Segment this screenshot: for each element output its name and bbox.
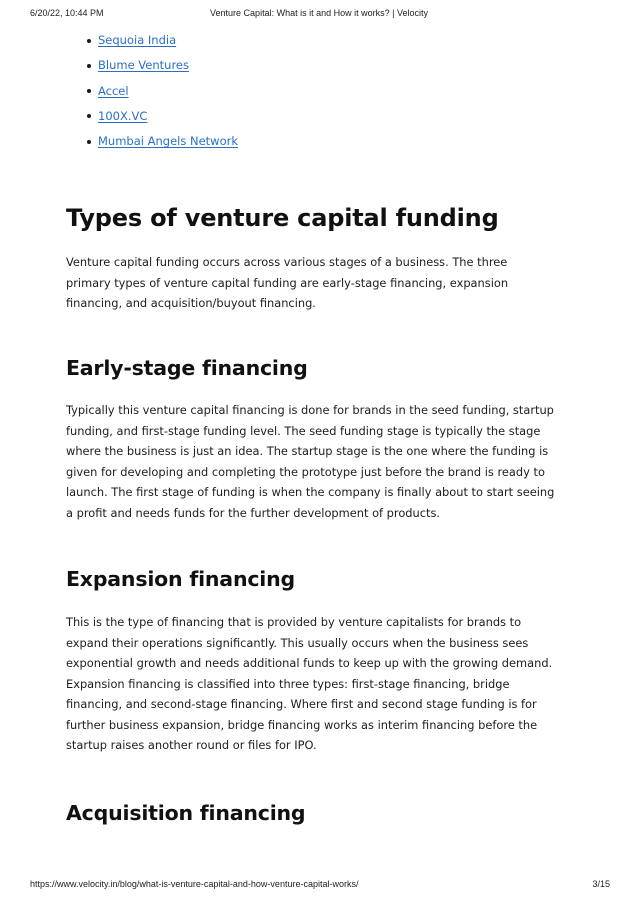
list-item	[98, 79, 586, 104]
paragraph-line: primary types of venture capital funding are early-stage financing, expansion	[66, 275, 509, 290]
paragraph-line: financing, and second-stage financing. Where first and second stage funding is for	[66, 697, 537, 711]
article-content	[66, 28, 586, 825]
link-accel[interactable]: Accel	[98, 83, 129, 98]
link-100x-vc[interactable]: 100X.VC	[98, 108, 148, 123]
paragraph-line: launch. The first stage of funding is when the company is finally about to start seeing	[66, 485, 555, 499]
bullet-icon	[87, 114, 91, 118]
bullet-icon	[87, 39, 91, 43]
list-item	[98, 129, 586, 154]
section-heading-early-stage: Early-stage financing	[66, 356, 308, 380]
paragraph-line: further business expansion, bridge financing works as interim financing before the	[66, 717, 538, 732]
expansion-paragraph	[66, 612, 586, 756]
paragraph-line: This is the type of financing that is provided by venture capitalists for brands to	[66, 615, 522, 629]
paragraph-line: startup raises another round or files for IPO.	[66, 738, 317, 752]
types-paragraph	[66, 252, 586, 314]
bullet-icon	[87, 140, 91, 144]
list-item	[98, 104, 586, 129]
paragraph-line: Typically this venture capital financing is done for brands in the seed funding, startup	[66, 403, 554, 417]
paragraph-line: expand their operations significantly. This usually occurs when the business sees	[66, 635, 529, 650]
paragraph-line: where the business is just an idea. The startup stage is the one where the funding is	[66, 444, 549, 458]
list-item	[98, 28, 586, 53]
print-timestamp: 6/20/22, 10:44 PM	[30, 8, 104, 18]
section-heading-acquisition: Acquisition financing	[66, 801, 306, 825]
link-sequoia-india[interactable]: Sequoia India	[98, 33, 177, 47]
paragraph-line: a profit and needs funds for the further development of products.	[66, 505, 441, 520]
paragraph-line: given for developing and completing the prototype just before the brand is ready to	[66, 464, 545, 479]
paragraph-line: funding, and first-stage funding level. The seed funding stage is typically the stage	[66, 423, 541, 438]
bullet-icon	[87, 64, 91, 68]
paragraph-line: exponential growth and needs additional funds to keep up with the growing demand.	[66, 656, 553, 670]
paragraph-line: financing, and acquisition/buyout financing.	[66, 296, 316, 310]
section-heading-types: Types of venture capital funding	[66, 204, 499, 232]
print-page-number: 3/15	[592, 879, 610, 889]
paragraph-line: Venture capital funding occurs across various stages of a business. The three	[66, 255, 508, 269]
list-item	[98, 53, 586, 78]
paragraph-line: Expansion financing is classified into three types: first-stage financing, bridge	[66, 676, 510, 691]
link-blume-ventures[interactable]: Blume Ventures	[98, 58, 189, 73]
link-mumbai-angels-network[interactable]: Mumbai Angels Network	[98, 134, 238, 149]
print-url: https://www.velocity.in/blog/what-is-venture-capital-and-how-venture-capital-works/	[30, 879, 359, 889]
bullet-icon	[87, 89, 91, 93]
early-stage-paragraph	[66, 400, 586, 523]
vc-firm-list	[66, 28, 586, 154]
print-page-title: Venture Capital: What is it and How it works? | Velocity	[210, 8, 428, 18]
section-heading-expansion: Expansion financing	[66, 567, 295, 591]
